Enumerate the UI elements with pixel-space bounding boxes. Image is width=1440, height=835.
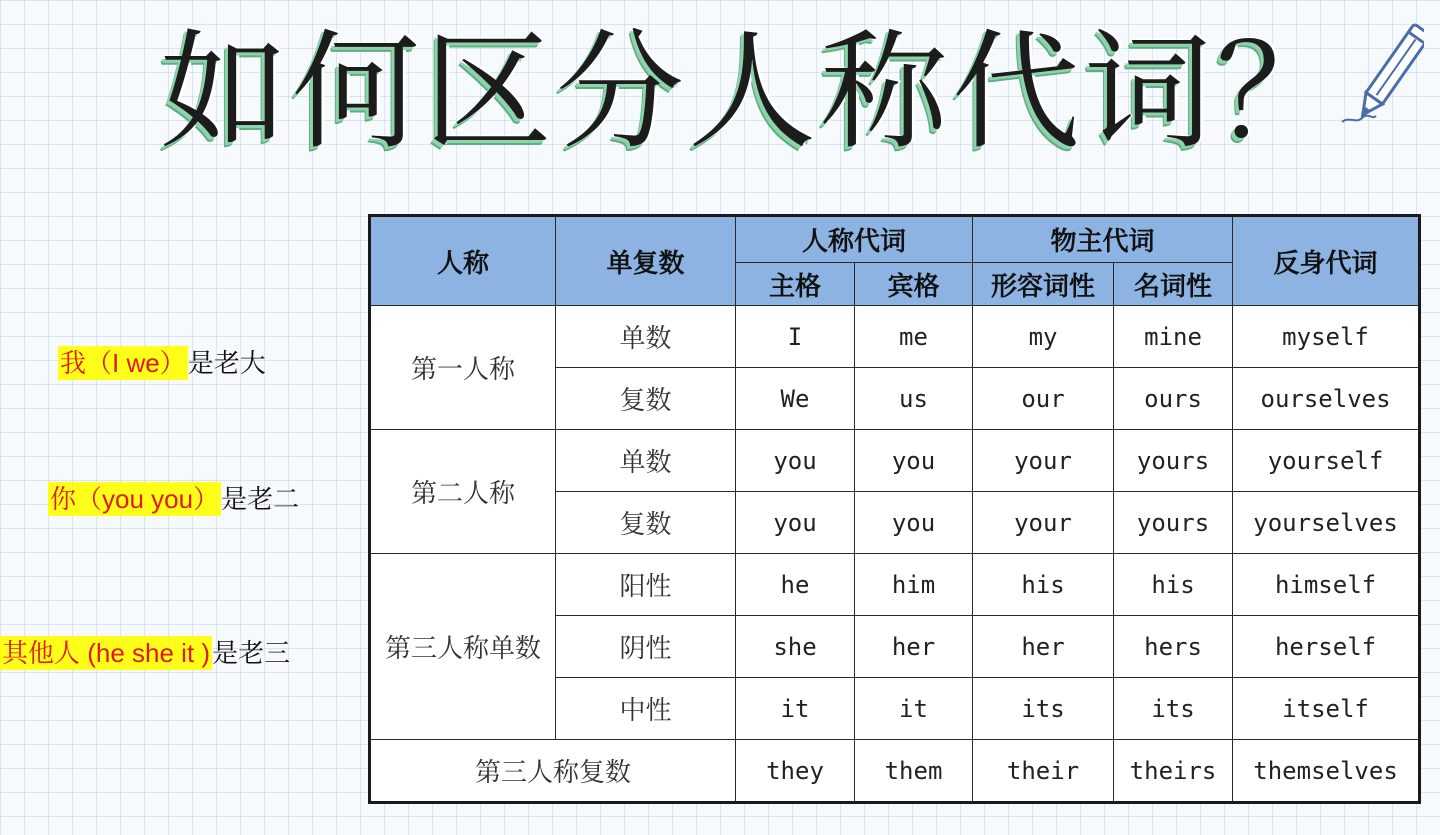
subject-cell: We (736, 368, 855, 430)
header-noun-form: 名词性 (1114, 263, 1233, 306)
noun-cell: yours (1114, 430, 1233, 492)
header-row (370, 216, 1420, 263)
subject-cell: you (736, 430, 855, 492)
subject-cell: it (736, 678, 855, 740)
number-cell: 复数 (556, 368, 736, 430)
number-cell: 中性 (556, 678, 736, 740)
object-cell: them (855, 740, 973, 803)
page-title: 如何区分人称代词？ (160, 18, 1349, 167)
noun-cell: mine (1114, 306, 1233, 368)
object-cell: it (855, 678, 973, 740)
adjective-cell: your (973, 430, 1114, 492)
header-adjective-form: 形容词性 (973, 263, 1114, 306)
pronoun-table (368, 214, 1421, 804)
subject-cell: he (736, 554, 855, 616)
reflexive-cell: themselves (1233, 740, 1420, 803)
noun-cell: its (1114, 678, 1233, 740)
person-cell: 第三人称单数 (370, 554, 556, 740)
number-cell: 单数 (556, 430, 736, 492)
note-highlight: 其他人 (he she it ) (2, 638, 211, 668)
noun-cell: yours (1114, 492, 1233, 554)
adjective-cell: their (973, 740, 1114, 803)
adjective-cell: her (973, 616, 1114, 678)
adjective-cell: my (973, 306, 1114, 368)
subject-cell: they (736, 740, 855, 803)
reflexive-cell: himself (1233, 554, 1420, 616)
reflexive-cell: itself (1233, 678, 1420, 740)
pencil-icon (1332, 18, 1424, 130)
adjective-cell: his (973, 554, 1114, 616)
object-cell: me (855, 306, 973, 368)
note-text: 是老三 (212, 638, 291, 668)
adjective-cell: your (973, 492, 1114, 554)
header-personal-pronoun: 人称代词 (736, 216, 973, 263)
header-person: 人称 (370, 216, 556, 306)
note-text: 是老大 (187, 348, 266, 378)
header-possessive-pronoun: 物主代词 (973, 216, 1233, 263)
note-text: 是老二 (221, 484, 300, 514)
subject-cell: I (736, 306, 855, 368)
header-number: 单复数 (556, 216, 736, 306)
number-cell: 单数 (556, 306, 736, 368)
header-object: 宾格 (855, 263, 973, 306)
reflexive-cell: herself (1233, 616, 1420, 678)
object-cell: him (855, 554, 973, 616)
reflexive-cell: ourselves (1233, 368, 1420, 430)
number-cell: 阳性 (556, 554, 736, 616)
adjective-cell: our (973, 368, 1114, 430)
reflexive-cell: yourself (1233, 430, 1420, 492)
noun-cell: theirs (1114, 740, 1233, 803)
number-cell: 复数 (556, 492, 736, 554)
subject-cell: she (736, 616, 855, 678)
header-reflexive: 反身代词 (1233, 216, 1420, 306)
noun-cell: hers (1114, 616, 1233, 678)
note-third-person (0, 636, 290, 670)
table-row (370, 430, 1420, 492)
reflexive-cell: myself (1233, 306, 1420, 368)
object-cell: her (855, 616, 973, 678)
header-subject: 主格 (736, 263, 855, 306)
object-cell: us (855, 368, 973, 430)
number-cell: 阴性 (556, 616, 736, 678)
person-cell: 第一人称 (370, 306, 556, 430)
table-row (370, 740, 1420, 803)
note-highlight: 你（you you） (50, 484, 220, 514)
person-cell: 第三人称复数 (370, 740, 736, 803)
person-cell: 第二人称 (370, 430, 556, 554)
reflexive-cell: yourselves (1233, 492, 1420, 554)
subject-cell: you (736, 492, 855, 554)
object-cell: you (855, 492, 973, 554)
note-highlight: 我（I we） (60, 348, 186, 378)
noun-cell: ours (1114, 368, 1233, 430)
note-first-person (58, 346, 266, 380)
adjective-cell: its (973, 678, 1114, 740)
table-row (370, 306, 1420, 368)
object-cell: you (855, 430, 973, 492)
note-second-person (48, 482, 299, 516)
table-row (370, 554, 1420, 616)
noun-cell: his (1114, 554, 1233, 616)
